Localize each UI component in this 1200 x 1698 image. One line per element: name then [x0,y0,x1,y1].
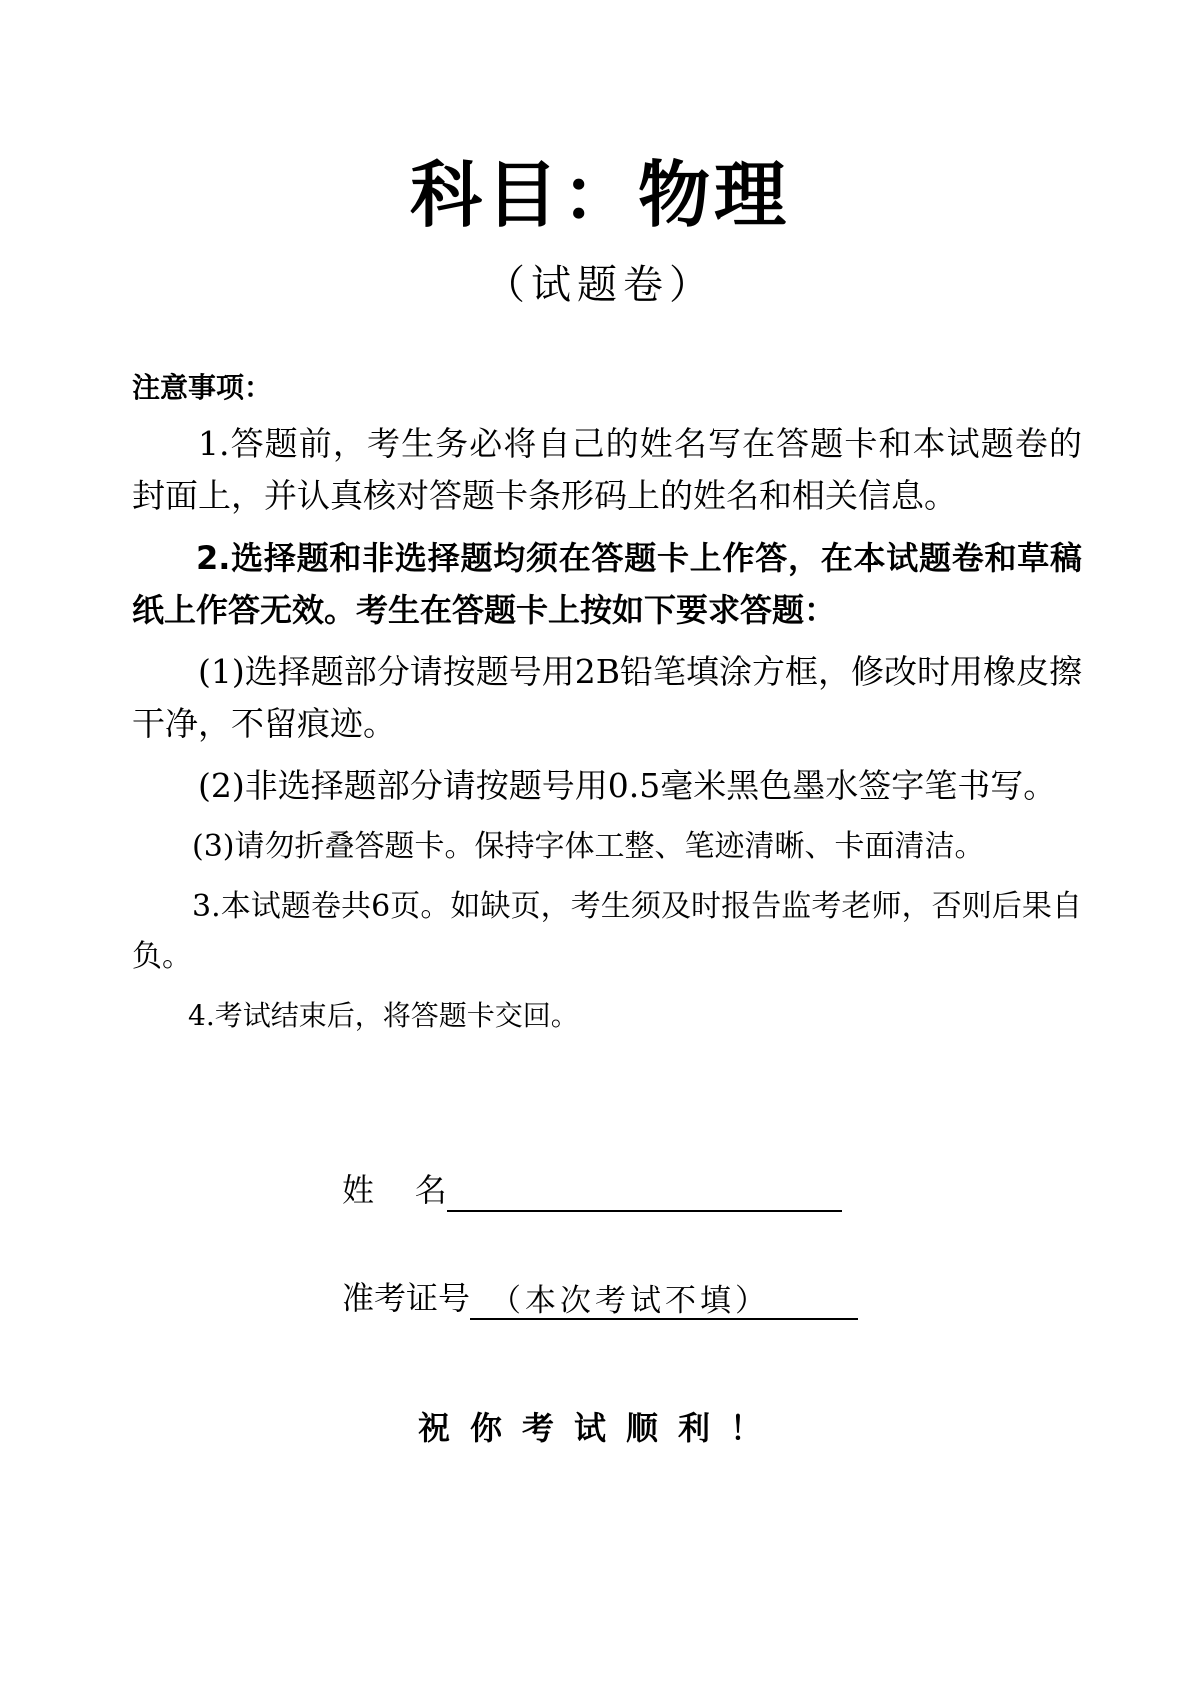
notes-list [132,418,1082,1050]
note-item: (1)选择题部分请按题号用2B铅笔填涂方框，修改时用橡皮擦干净，不留痕迹。 [132,652,1082,743]
paper-type-subtitle: （试题卷） [485,262,715,308]
note-item: (3)请勿折叠答题卡。保持字体工整、笔迹清晰、卡面清洁。 [192,829,985,864]
exam-id-label: 准考证号 [342,1279,471,1317]
good-luck-text: 祝你考试顺利！ [417,1409,782,1447]
note-item: 2.选择题和非选择题均须在答题卡上作答，在本试题卷和草稿纸上作答无效。考生在答题卡上按如下要求答题： [132,539,1082,629]
notes-heading: 注意事项： [132,371,273,404]
note-item: 1.答题前，考生务必将自己的姓名写在答题卡和本试题卷的封面上，并认真核对答题卡条形码上的姓名和相关信息。 [132,424,1082,515]
note-item: 4.考试结束后，将答题卡交回。 [188,999,579,1032]
subject-title: 科目：物理 [409,153,790,237]
note-item: (2)非选择题部分请按题号用0.5毫米黑色墨水签字笔书写。 [198,766,1057,805]
exam-id-field [342,1276,858,1320]
name-label: 姓 名 [342,1171,447,1209]
exam-id-blank: （本次考试不填） [470,1282,858,1320]
name-blank[interactable] [447,1172,842,1212]
note-item: 3.本试题卷共6页。如缺页，考生须及时报告监考老师，否则后果自负。 [132,889,1082,974]
name-field [342,1168,842,1212]
